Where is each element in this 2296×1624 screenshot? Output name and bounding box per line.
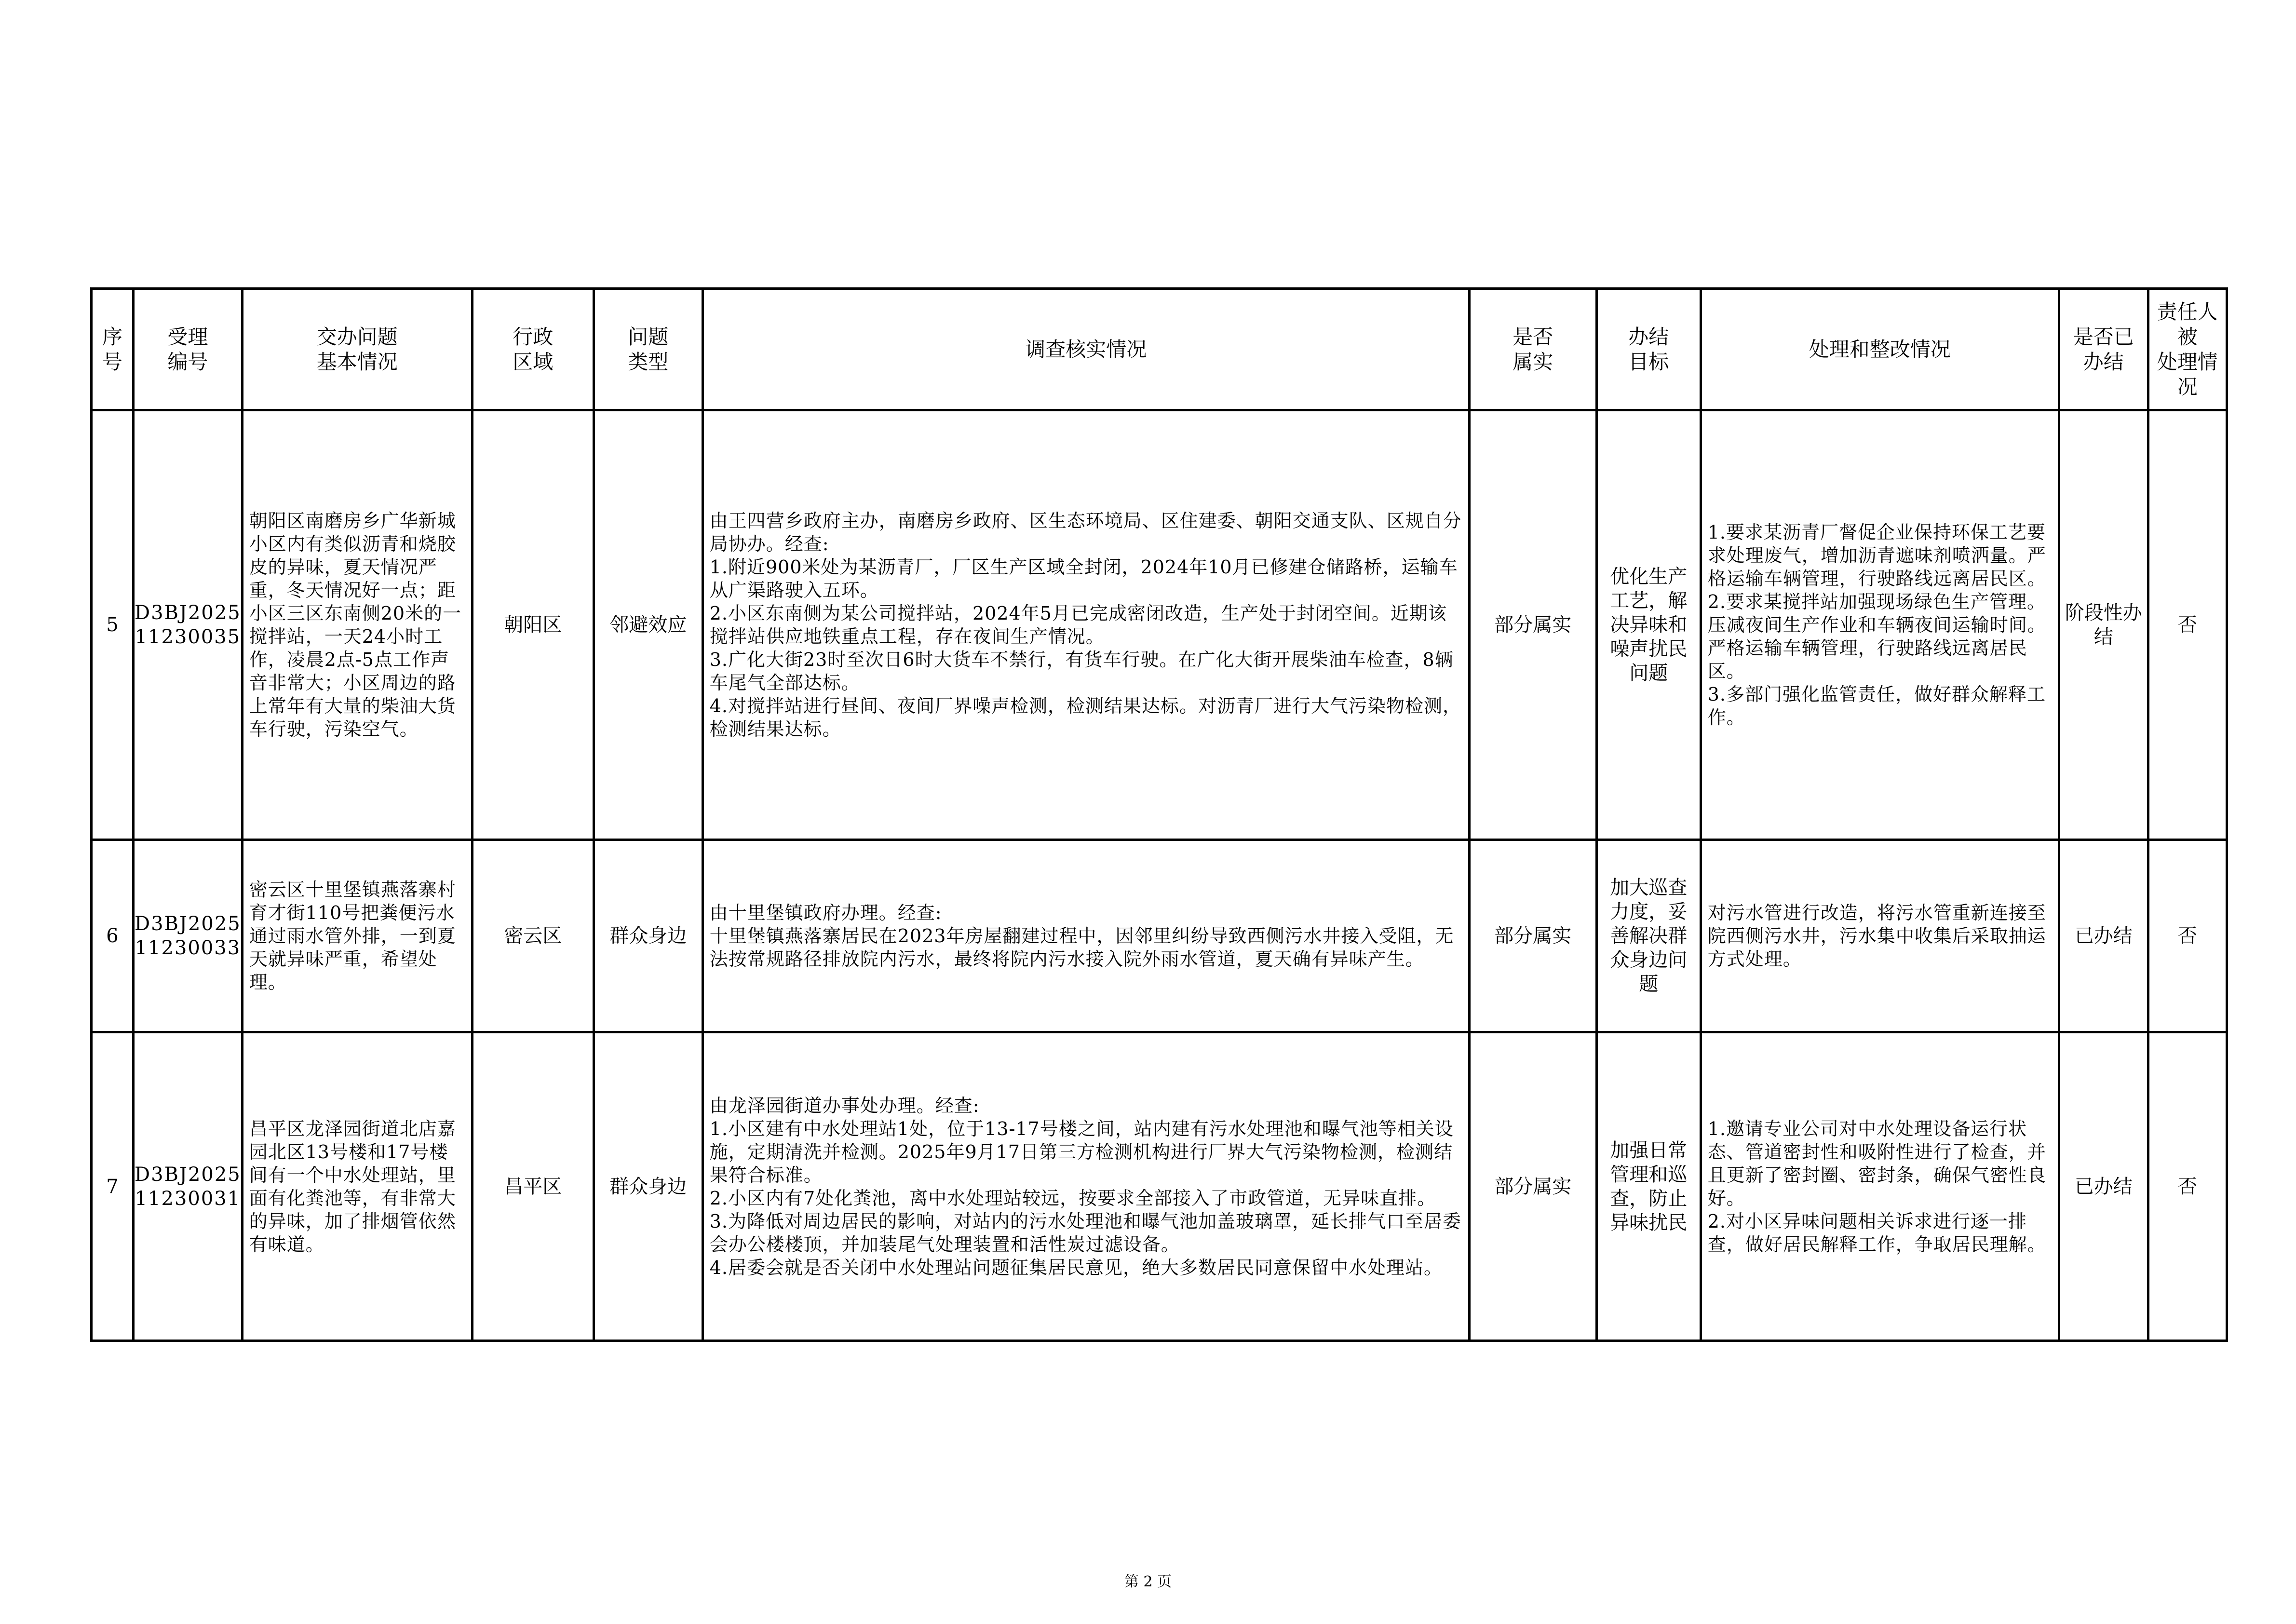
handling-cell: 对污水管进行改造，将污水管重新连接至院西侧污水井，污水集中收集后采取抽运方式处理。 bbox=[1701, 840, 2059, 1032]
district-cell: 朝阳区 bbox=[472, 410, 594, 840]
header-case-id: 受理 编号 bbox=[134, 289, 243, 410]
accountability-cell: 否 bbox=[2148, 840, 2227, 1032]
verified-cell: 部分属实 bbox=[1469, 410, 1596, 840]
header-closed: 是否已 办结 bbox=[2059, 289, 2148, 410]
problem-cell: 朝阳区南磨房乡广华新城小区内有类似沥青和烧胶皮的异味，夏天情况严重，冬天情况好一点；距小区三区东南侧20米的一搅拌站，一天24小时工作，凌晨2点-5点工作声音非常大；小区周边的路上常年有大量的柴油大货车行驶，污染空气。 bbox=[242, 410, 472, 840]
goal-cell: 加大巡查力度，妥善解决群众身边问题 bbox=[1596, 840, 1701, 1032]
table-row bbox=[92, 840, 2227, 1032]
header-verified: 是否 属实 bbox=[1469, 289, 1596, 410]
closed-status-cell: 已办结 bbox=[2059, 1032, 2148, 1341]
header-accountability: 责任人 被 处理情 况 bbox=[2148, 289, 2227, 410]
district-cell: 昌平区 bbox=[472, 1032, 594, 1341]
verified-cell: 部分属实 bbox=[1469, 840, 1596, 1032]
header-problem: 交办问题 基本情况 bbox=[242, 289, 472, 410]
accountability-cell: 否 bbox=[2148, 410, 2227, 840]
header-district: 行政 区域 bbox=[472, 289, 594, 410]
case-id-cell: D3BJ2025 11230033 bbox=[134, 840, 243, 1032]
type-cell: 群众身边 bbox=[594, 1032, 702, 1341]
handling-cell: 1.要求某沥青厂督促企业保持环保工艺要求处理废气，增加沥青遮味剂喷洒量。严格运输车辆管理，行驶路线远离居民区。 2.要求某搅拌站加强现场绿色生产管理。压减夜间生产作业和车辆夜间运输时间。严格运输车辆管理，行驶路线远离居民区。 3.多部门强化监管责任，做好群众解释工作。 bbox=[1701, 410, 2059, 840]
case-id-cell: D3BJ2025 11230035 bbox=[134, 410, 243, 840]
seq-cell: 7 bbox=[92, 1032, 134, 1341]
problem-cell: 密云区十里堡镇燕落寨村育才街110号把粪便污水通过雨水管外排，一到夏天就异味严重，希望处理。 bbox=[242, 840, 472, 1032]
header-handling: 处理和整改情况 bbox=[1701, 289, 2059, 410]
closed-status-cell: 已办结 bbox=[2059, 840, 2148, 1032]
investigation-cell: 由龙泽园街道办事处办理。经查: 1.小区建有中水处理站1处，位于13-17号楼之间，站内建有污水处理池和曝气池等相关设施，定期清洗并检测。2025年9月17日第三方检测机构进行厂界大气污染物检测，检测结果符合标准。 2.小区内有7处化粪池，离中水处理站较远，按要求全部接入了市政管道，无异味直排。 3.为降低对周边居民的影响，对站内的污水处理池和曝气池加盖玻璃罩，延长排气口至居委会办公楼楼顶，并加装尾气处理装置和活性炭过滤设备。 4.居委会就是否关闭中水处理站问题征集居民意见，绝大多数居民同意保留中水处理站。 bbox=[702, 1032, 1469, 1341]
district-cell: 密云区 bbox=[472, 840, 594, 1032]
header-investigation: 调查核实情况 bbox=[702, 289, 1469, 410]
goal-cell: 加强日常管理和巡查，防止异味扰民 bbox=[1596, 1032, 1701, 1341]
problem-cell: 昌平区龙泽园街道北店嘉园北区13号楼和17号楼间有一个中水处理站，里面有化粪池等，有非常大的异味，加了排烟管依然有味道。 bbox=[242, 1032, 472, 1341]
type-cell: 邻避效应 bbox=[594, 410, 702, 840]
table-row bbox=[92, 1032, 2227, 1341]
table-header-row bbox=[92, 289, 2227, 410]
header-type: 问题 类型 bbox=[594, 289, 702, 410]
header-goal: 办结 目标 bbox=[1596, 289, 1701, 410]
header-seq: 序 号 bbox=[92, 289, 134, 410]
handling-cell: 1.邀请专业公司对中水处理设备运行状态、管道密封性和吸附性进行了检查，并且更新了密封圈、密封条，确保气密性良好。 2.对小区异味问题相关诉求进行逐一排查，做好居民解释工作，争取居民理解。 bbox=[1701, 1032, 2059, 1341]
accountability-cell: 否 bbox=[2148, 1032, 2227, 1341]
seq-cell: 6 bbox=[92, 840, 134, 1032]
seq-cell: 5 bbox=[92, 410, 134, 840]
complaint-handling-table bbox=[90, 287, 2228, 1342]
verified-cell: 部分属实 bbox=[1469, 1032, 1596, 1341]
investigation-cell: 由王四营乡政府主办，南磨房乡政府、区生态环境局、区住建委、朝阳交通支队、区规自分局协办。经查: 1.附近900米处为某沥青厂，厂区生产区域全封闭，2024年10月已修建仓储路桥，运输车从广渠路驶入五环。 2.小区东南侧为某公司搅拌站，2024年5月已完成密闭改造，生产处于封闭空间。近期该搅拌站供应地铁重点工程，存在夜间生产情况。 3.广化大街23时至次日6时大货车不禁行，有货车行驶。在广化大街开展柴油车检查，8辆车尾气全部达标。 4.对搅拌站进行昼间、夜间厂界噪声检测，检测结果达标。对沥青厂进行大气污染物检测，检测结果达标。 bbox=[702, 410, 1469, 840]
page-number: 第 2 页 bbox=[1124, 1573, 1172, 1590]
table-row bbox=[92, 410, 2227, 840]
type-cell: 群众身边 bbox=[594, 840, 702, 1032]
case-id-cell: D3BJ2025 11230031 bbox=[134, 1032, 243, 1341]
investigation-cell: 由十里堡镇政府办理。经查: 十里堡镇燕落寨居民在2023年房屋翻建过程中，因邻里纠纷导致西侧污水井接入受阻，无法按常规路径排放院内污水，最终将院内污水接入院外雨水管道，夏天确有异味产生。 bbox=[702, 840, 1469, 1032]
closed-status-cell: 阶段性办结 bbox=[2059, 410, 2148, 840]
goal-cell: 优化生产工艺，解决异味和噪声扰民问题 bbox=[1596, 410, 1701, 840]
